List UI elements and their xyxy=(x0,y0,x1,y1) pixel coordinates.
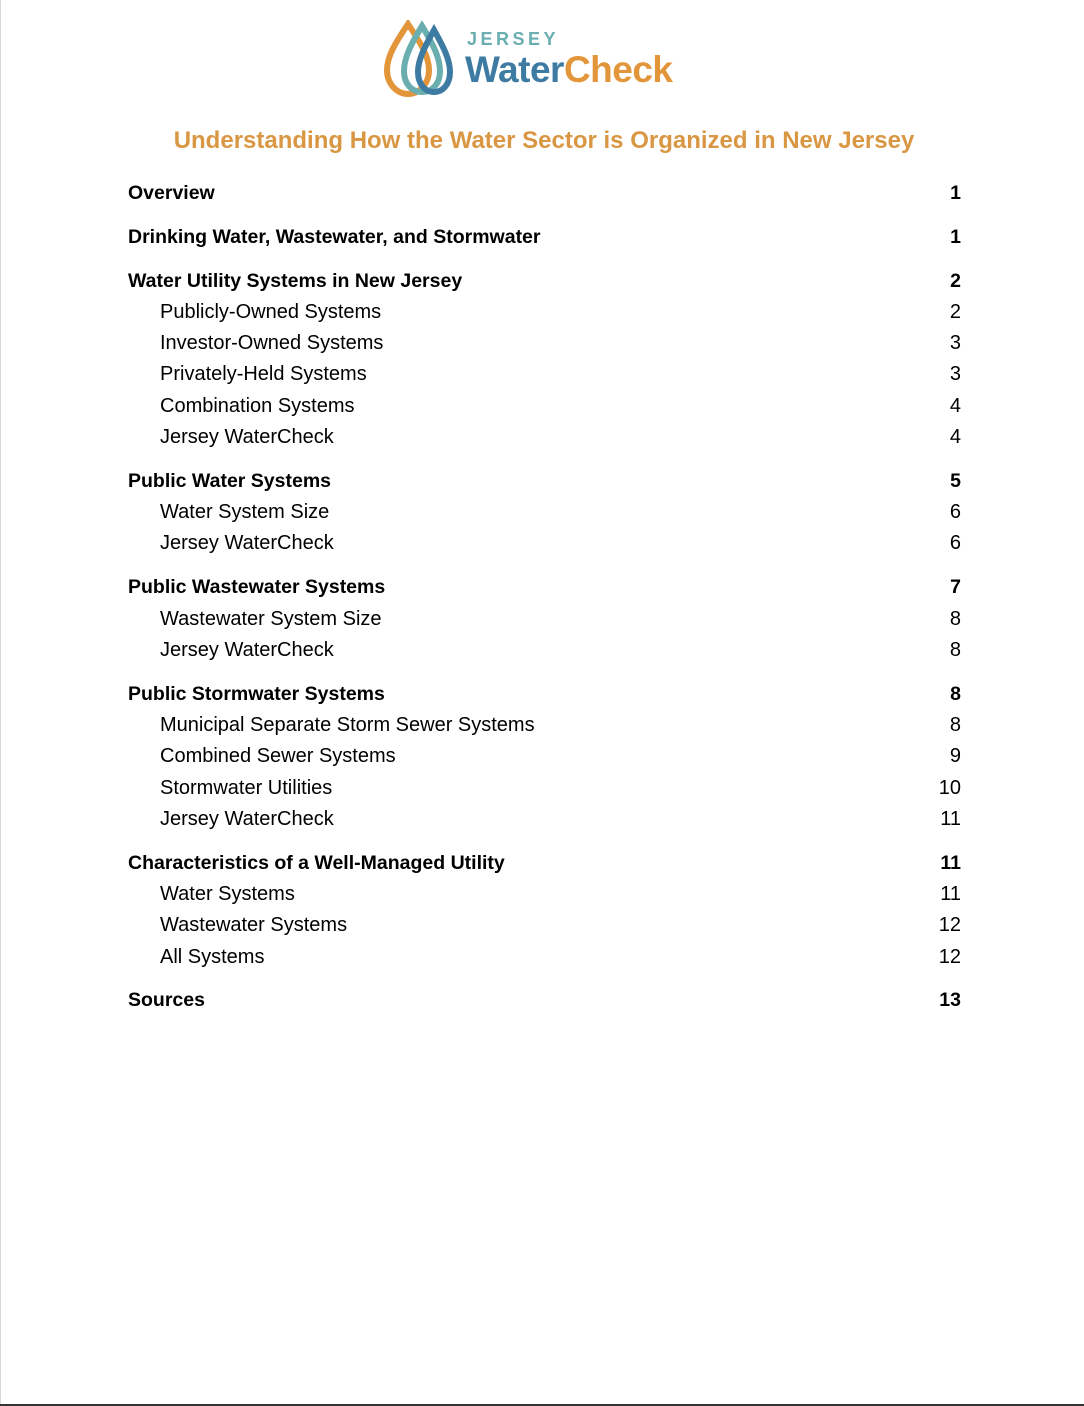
jersey-watercheck-logo xyxy=(384,20,714,98)
toc-entry-label: Characteristics of a Well-Managed Utility xyxy=(128,851,505,874)
toc-entry-page-number: 10 xyxy=(938,776,961,799)
toc-entry-label: Privately-Held Systems xyxy=(160,363,367,386)
toc-entry-label: Municipal Separate Storm Sewer Systems xyxy=(160,713,535,736)
toc-entry-page-number: 8 xyxy=(949,638,961,661)
logo-word-water: Water xyxy=(465,49,564,90)
logo-wordmark xyxy=(465,48,673,92)
toc-subsection-entry[interactable] xyxy=(128,497,961,528)
toc-section-entry[interactable] xyxy=(128,848,961,879)
toc-entry-label: Public Stormwater Systems xyxy=(128,682,385,705)
toc-entry-label: All Systems xyxy=(160,945,265,968)
toc-entry-page-number: 7 xyxy=(950,576,961,599)
toc-entry-label: Wastewater System Size xyxy=(160,607,382,630)
toc-entry-label: Combination Systems xyxy=(160,394,355,417)
toc-entry-label: Investor-Owned Systems xyxy=(160,332,384,355)
toc-entry-page-number: 2 xyxy=(949,300,961,323)
toc-subsection-entry[interactable] xyxy=(128,804,961,835)
toc-entry-page-number: 3 xyxy=(949,363,961,386)
toc-subsection-entry[interactable] xyxy=(128,391,961,422)
toc-section-entry[interactable] xyxy=(128,266,961,297)
toc-section-entry[interactable] xyxy=(128,985,961,1016)
toc-entry-page-number: 13 xyxy=(939,989,961,1012)
toc-section-entry[interactable] xyxy=(128,679,961,710)
toc-entry-label: Overview xyxy=(128,182,215,204)
toc-subsection-entry[interactable] xyxy=(128,297,961,328)
toc-entry-label: Jersey WaterCheck xyxy=(160,807,334,830)
document-title: Understanding How the Water Sector is Organized in New Jersey xyxy=(173,127,915,154)
toc-entry-page-number: 5 xyxy=(950,469,961,492)
toc-subsection-entry[interactable] xyxy=(128,879,961,910)
toc-entry-page-number: 1 xyxy=(950,225,961,248)
toc-entry-label: Water System Size xyxy=(160,501,330,524)
toc-entry-label: Public Water Systems xyxy=(128,469,332,492)
toc-section-entry[interactable] xyxy=(128,222,961,253)
toc-entry-page-number: 6 xyxy=(949,532,961,555)
toc-subsection-entry[interactable] xyxy=(128,942,961,973)
toc-subsection-entry[interactable] xyxy=(128,910,961,941)
toc-entry-label: Water Utility Systems in New Jersey xyxy=(128,269,463,292)
toc-entry-label: Stormwater Utilities xyxy=(160,776,333,799)
toc-entry-page-number: 1 xyxy=(950,182,961,204)
toc-subsection-entry[interactable] xyxy=(128,328,961,359)
toc-entry-label: Jersey WaterCheck xyxy=(160,532,334,555)
toc-subsection-entry[interactable] xyxy=(128,604,961,635)
toc-entry-label: Wastewater Systems xyxy=(160,914,348,937)
toc-entry-label: Publicly-Owned Systems xyxy=(160,300,382,323)
toc-subsection-entry[interactable] xyxy=(128,773,961,804)
toc-subsection-entry[interactable] xyxy=(128,528,961,559)
toc-subsection-entry[interactable] xyxy=(128,635,961,666)
toc-entry-page-number: 11 xyxy=(940,807,961,830)
toc-entry-page-number: 11 xyxy=(940,851,961,874)
toc-entry-label: Drinking Water, Wastewater, and Stormwater xyxy=(128,225,541,248)
logo-word-check: Check xyxy=(563,49,673,90)
toc-entry-page-number: 4 xyxy=(949,394,961,417)
toc-entry-label: Jersey WaterCheck xyxy=(160,638,334,661)
toc-entry-label: Jersey WaterCheck xyxy=(160,426,334,449)
toc-entry-label: Combined Sewer Systems xyxy=(160,745,396,768)
toc-entry-label: Sources xyxy=(128,989,205,1012)
toc-entry-page-number: 3 xyxy=(949,332,961,355)
page-edge-left xyxy=(0,0,1,1406)
toc-subsection-entry[interactable] xyxy=(128,422,961,453)
toc-entry-page-number: 8 xyxy=(950,682,961,705)
toc-entry-page-number: 12 xyxy=(938,914,961,937)
water-drop-icon xyxy=(384,20,456,98)
toc-subsection-entry[interactable] xyxy=(128,359,961,390)
toc-entry-page-number: 12 xyxy=(938,945,961,968)
toc-entry-page-number: 8 xyxy=(949,713,961,736)
toc-entry-label: Public Wastewater Systems xyxy=(128,576,386,599)
toc-subsection-entry[interactable] xyxy=(128,741,961,772)
toc-entry-page-number: 6 xyxy=(949,501,961,524)
toc-entry-page-number: 2 xyxy=(950,269,961,292)
toc-section-entry[interactable] xyxy=(128,466,961,497)
logo-top-text: JERSEY xyxy=(467,29,560,49)
toc-entry-page-number: 4 xyxy=(949,426,961,449)
toc-entry-page-number: 9 xyxy=(949,745,961,768)
toc-section-entry[interactable] xyxy=(128,572,961,603)
toc-entry-page-number: 11 xyxy=(940,882,961,905)
table-of-contents xyxy=(128,178,961,1017)
toc-entry-page-number: 8 xyxy=(949,607,961,630)
toc-subsection-entry[interactable] xyxy=(128,710,961,741)
toc-entry-label: Water Systems xyxy=(160,882,295,905)
toc-section-entry[interactable] xyxy=(128,178,961,209)
